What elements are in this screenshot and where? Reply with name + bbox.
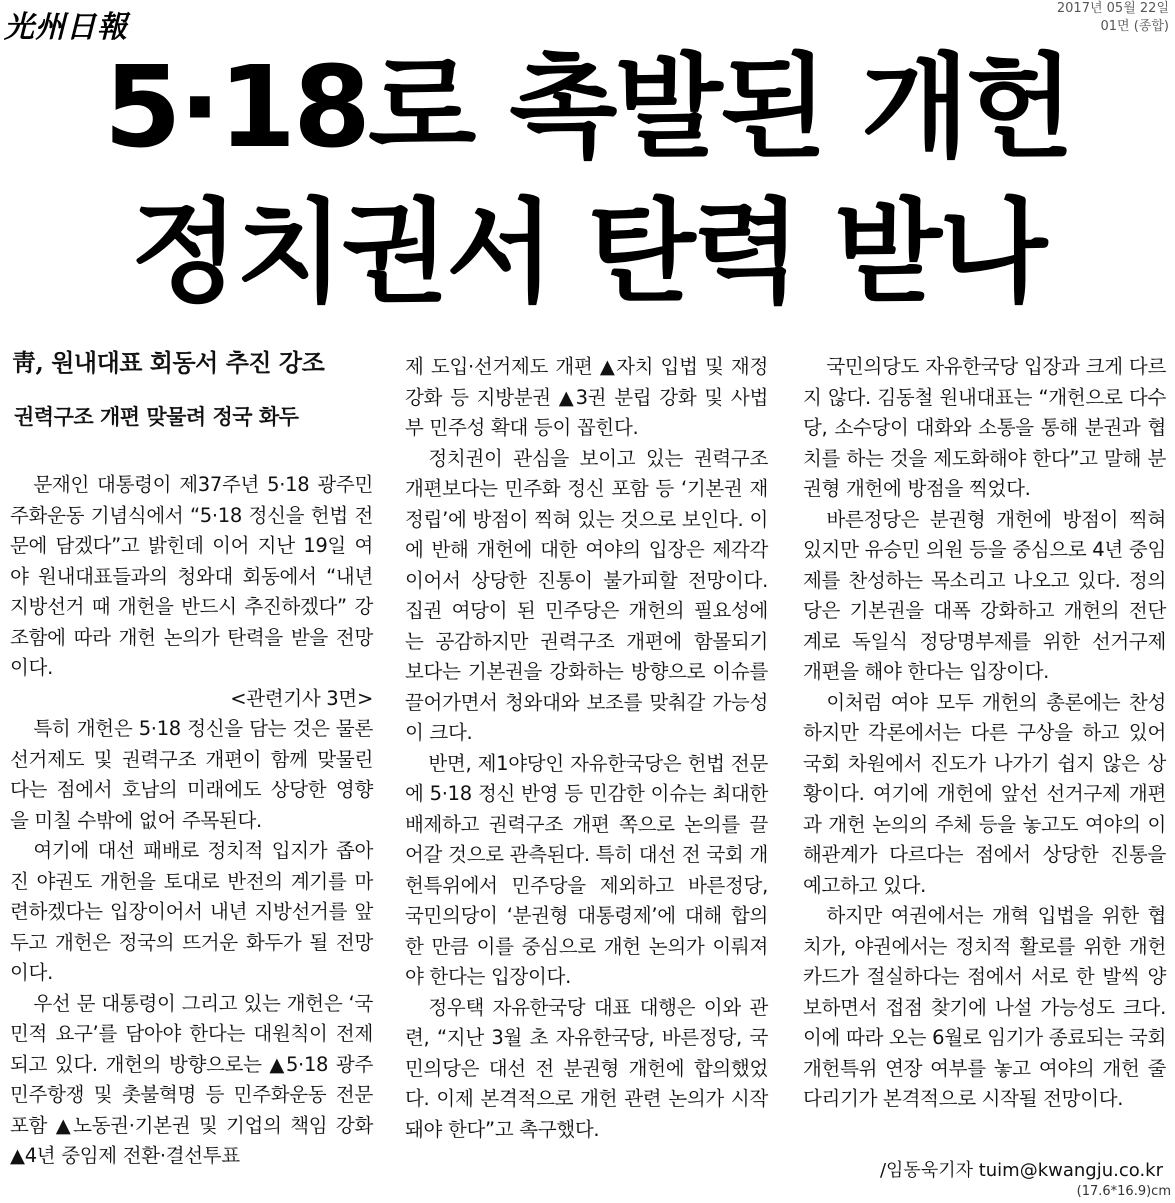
related-article-reference: <관련기사 3면> (230, 686, 373, 710)
headline-line-1: 5·18로 촉발된 개헌 (103, 43, 1072, 173)
paragraph: 정치권이 관심을 보이고 있는 권력구조 개편보다는 민주화 정신 포함 등 ‘기본권 재정립’에 방점이 찍혀 있는 것으로 보인다. 이에 반해 개헌에 대한 여야의 입장은 제각각이어서 상당한 진통이 불가피할 전망이다. 집권 여당이 된 민주당은 개헌의 필요성에는 공감하지만 권력구조 개편에 함몰되기 보다는 기본권을 강화하는 방향으로 이슈를 끌어가면서 청와대와 보조를 맞춰갈 가능성이 크다. (405, 446, 768, 744)
issue-date: 2017년 05월 22일 (1056, 1, 1169, 16)
paragraph: 특히 개헌은 5·18 정신을 담는 것은 물론 선거제도 및 권력구조 개편이 함께 맞물린다는 점에서 호남의 미래에도 상당한 영향을 미칠 수밖에 없어 주목된다. (10, 717, 373, 832)
issue-meta (1057, 0, 1169, 36)
paragraph-text: 문재인 대통령이 제37주년 5·18 광주민주화운동 기념식에서 “5·18 정신을 헌법 전문에 담겠다”고 밝힌데 이어 지난 19일 여야 원내대표들과의 청와대 회동에서 “내년 지방선거 때 개헌을 반드시 추진하겠다” 강조함에 따라 개헌 논의가 탄력을 받을 전망이다. (10, 473, 373, 679)
paragraph: 바른정당은 분권형 개헌에 방점이 찍혀 있지만 유승민 의원 등을 중심으로 4년 중임제를 찬성하는 목소리고 나오고 있다. 정의당은 기본권을 대폭 강화하고 개헌의 전단계로 독일식 정당명부제를 위한 선거구제 개편을 해야 한다는 입장이다. (803, 507, 1166, 683)
paragraph: 우선 문 대통령이 그리고 있는 개헌은 ‘국민적 요구’를 담아야 한다는 대원칙이 전제되고 있다. 개헌의 방향으로는 ▲5·18 광주민주항쟁 및 촛불혁명 등 민주화운동 전문 포함 ▲노동권·기본권 및 기업의 책임 강화 ▲4년 중임제 전환·결선투표 (10, 991, 373, 1167)
article-column-3 (803, 352, 1166, 1115)
paragraph: 여기에 대선 패배로 정치적 입지가 좁아진 야권도 개헌을 토대로 반전의 계기를 마련하겠다는 입장이어서 내년 지방선거를 앞두고 개헌은 정국의 뜨거운 화두가 될 전망이다. (10, 839, 373, 984)
newspaper-masthead: 光州日報 (4, 10, 128, 45)
paragraph: 이처럼 여야 모두 개헌의 총론에는 찬성하지만 각론에서는 다른 구상을 하고 있어 국회 차원에서 진도가 나가기 쉽지 않은 상황이다. 여기에 개헌에 앞선 선거구제 개편과 개헌 논의의 주체 등을 놓고도 여야의 이해관계가 다르다는 점에서 상당한 진통을 예고하고 있다. (803, 690, 1166, 897)
reporter-byline: /임동욱기자 tuim@kwangju.co.kr (879, 1160, 1163, 1181)
clipping-size-note: (17.6*16.9)cm (1076, 1184, 1171, 1199)
subheadline-primary: 靑, 원내대표 회동서 추진 강조 (12, 348, 325, 377)
article-column-2 (405, 352, 768, 1145)
paragraph: 제 도입·선거제도 개편 ▲자치 입법 및 재정 강화 등 지방분권 ▲3권 분립 강화 및 사법부 민주성 확대 등이 꼽힌다. (405, 355, 768, 439)
subheadline-secondary: 권력구조 개편 맞물려 정국 화두 (14, 404, 299, 429)
paragraph (10, 470, 373, 714)
paragraph: 반면, 제1야당인 자유한국당은 헌법 전문에 5·18 정신 반영 등 민감한 이슈는 최대한 배제하고 권력구조 개편 쪽으로 논의를 끌어갈 것으로 관측된다. 특히 대선 전 국회 개헌특위에서 민주당을 제외하고 바른정당, 국민의당이 ‘분권형 대통령제’에 대해 합의한 만큼 이를 중심으로 개헌 논의가 이뤄져야 한다는 입장이다. (405, 751, 768, 988)
paragraph: 국민의당도 자유한국당 입장과 크게 다르지 않다. 김동철 원내대표는 “개헌으로 다수당, 소수당이 대화와 소통을 통해 분권과 협치를 하는 것을 제도화해야 한다”고 말해 분권형 개헌에 방점을 찍었다. (803, 355, 1166, 500)
headline-line-2: 정치권서 탄력 받나 (130, 188, 1045, 318)
page-section: 01면 (종합) (1100, 19, 1169, 34)
paragraph: 정우택 자유한국당 대표 대행은 이와 관련, “지난 3월 초 자유한국당, 바른정당, 국민의당은 대선 전 분권형 개헌에 합의했었다. 이제 본격적으로 개헌 관련 논의가 시작돼야 한다”고 촉구했다. (405, 995, 768, 1141)
article-column-1 (10, 346, 373, 1172)
paragraph: 하지만 여권에서는 개혁 입법을 위한 협치가, 야권에서는 정치적 활로를 위한 개헌 카드가 절실하다는 점에서 서로 한 발씩 양보하면서 접점 찾기에 나설 가능성도 크다. 이에 따라 오는 6월로 임기가 종료되는 국회 개헌특위 연장 여부를 놓고 여야의 개헌 줄다리기가 본격적으로 시작될 전망이다. (803, 904, 1166, 1110)
